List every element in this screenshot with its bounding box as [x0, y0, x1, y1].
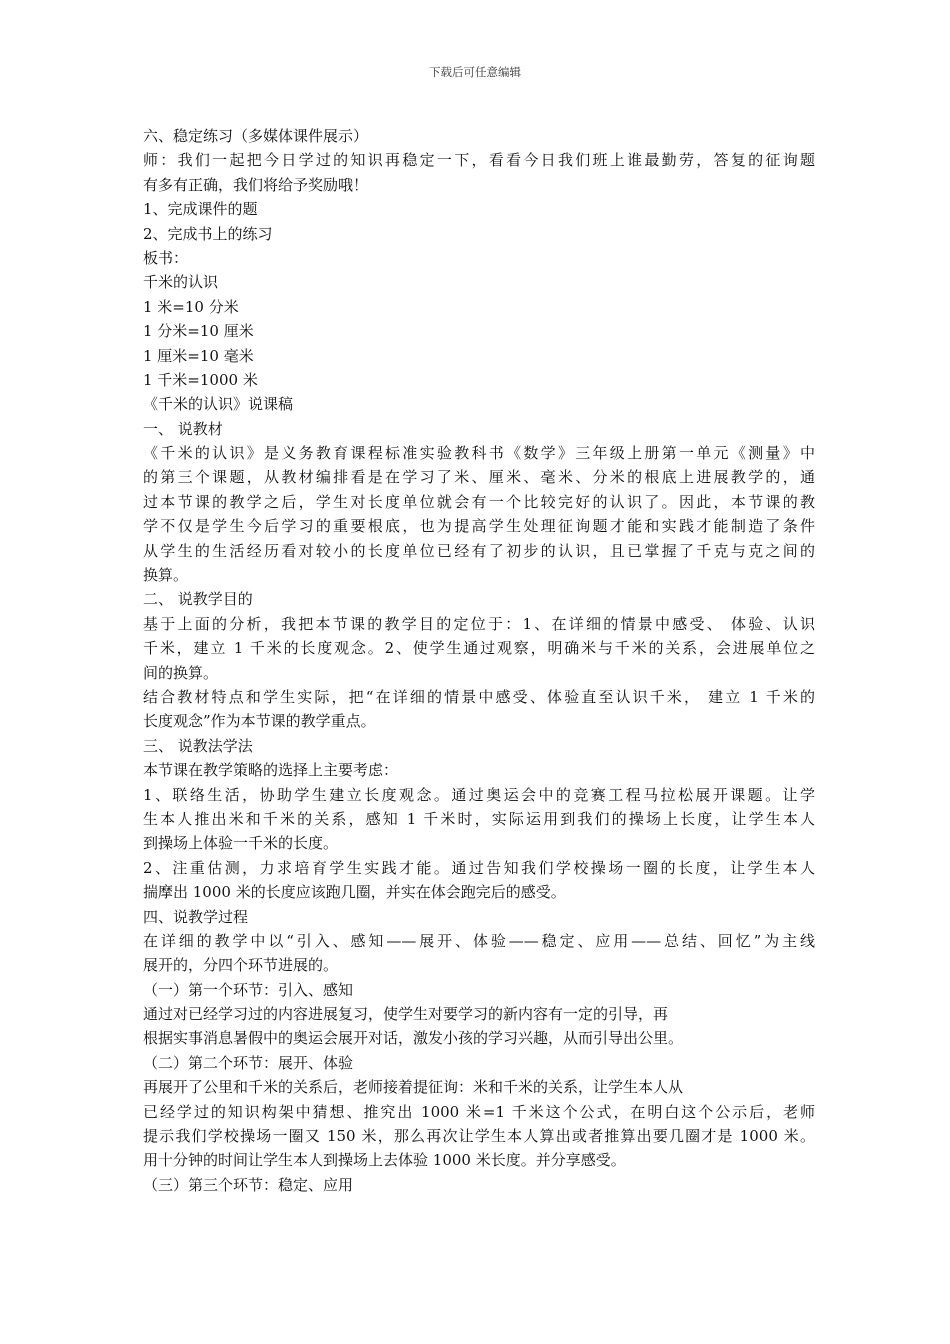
- text-line: 1、完成课件的题: [143, 200, 258, 219]
- page-header: 下载后可任意编辑: [429, 65, 521, 79]
- text-line: 长度观念”作为本节课的教学重点。: [143, 712, 376, 731]
- text-line: 二、 说教学目的: [143, 590, 253, 609]
- text-line: 2、注重估测，力求培育学生实践才能。通过告知我们学校操场一圈的长度，让学生本人: [143, 858, 815, 877]
- text-line: 千米的认识: [143, 273, 219, 292]
- text-line: 1、联络生活，协助学生建立长度观念。通过奥运会中的竞赛工程马拉松展开课题。让学: [143, 785, 815, 804]
- text-line: 提示我们学校操场一圈又 150 米，那么再次让学生本人算出或者推算出要几圈才是 1000 米。: [143, 1127, 815, 1146]
- text-line: 在详细的教学中以“引入、感知——展开、体验——稳定、应用——总结、回忆”为主线: [143, 931, 815, 950]
- text-line: 1 厘米=10 毫米: [143, 346, 254, 365]
- text-line: （三）第三个环节：稳定、应用: [143, 1175, 354, 1194]
- text-line: 的第三个课题，从教材编排看是在学习了米、厘米、毫米、分米的根底上进展教学的，通: [143, 468, 815, 487]
- text-line: 《千米的认识》说课稿: [143, 395, 294, 414]
- text-line: 本节课在教学策略的选择上主要考虑：: [143, 761, 399, 780]
- text-line: 1 米=10 分米: [143, 297, 239, 316]
- text-line: 1 分米=10 厘米: [143, 322, 254, 341]
- text-line: 结合教材特点和学生实际，把“在详细的情景中感受、体验直至认识千米， 建立 1 千米的: [143, 687, 815, 706]
- text-line: 师：我们一起把今日学过的知识再稳定一下，看看今日我们班上谁最勤劳，答复的征询题: [143, 151, 815, 170]
- text-line: 千米，建立 1 千米的长度观念。2、使学生通过观察，明确米与千米的关系，会进展单位之: [143, 639, 815, 658]
- text-line: （二）第二个环节：展开、体验: [143, 1053, 354, 1072]
- text-line: 学不仅是学生今后学习的重要根底，也为提高学生处理征询题才能和实践才能制造了条件: [143, 517, 815, 536]
- text-line: 2、完成书上的练习: [143, 224, 273, 243]
- text-line: 1 千米=1000 米: [143, 370, 258, 389]
- text-line: 间的换算。: [143, 663, 219, 682]
- text-line: 揣摩出 1000 米的长度应该跑几圈，并实在体会跑完后的感受。: [143, 883, 566, 902]
- text-line: 四、说教学过程: [143, 907, 249, 926]
- text-line: 通过对已经学习过的内容进展复习，使学生对要学习的新内容有一定的引导，再: [143, 1005, 669, 1024]
- text-line: 三、 说教法学法: [143, 736, 253, 755]
- text-line: 展开的，分四个环节进展的。: [143, 956, 339, 975]
- text-line: 再展开了公里和千米的关系后，老师接着提征询：米和千米的关系，让学生本人从: [143, 1078, 684, 1097]
- text-line: 根据实事消息暑假中的奥运会展开对话，激发小孩的学习兴趣，从而引导出公里。: [143, 1029, 684, 1048]
- text-line: 换算。: [143, 566, 189, 585]
- text-line: 《千米的认识》是义务教育课程标准实验教科书《数学》三年级上册第一单元《测量》中: [143, 444, 815, 463]
- text-line: 到操场上体验一千米的长度。: [143, 834, 339, 853]
- text-line: 从学生的生活经历看对较小的长度单位已经有了初步的认识，且已掌握了千克与克之间的: [143, 541, 815, 560]
- text-line: （一）第一个环节：引入、感知: [143, 980, 354, 999]
- text-line: 基于上面的分析，我把本节课的教学目的定位于：1、在详细的情景中感受、 体验、认识: [143, 614, 815, 633]
- text-line: 六、稳定练习（多媒体课件展示）: [143, 127, 369, 145]
- text-line: 用十分钟的时间让学生本人到操场上去体验 1000 米长度。并分享感受。: [143, 1151, 626, 1170]
- text-line: 过本节课的教学之后，学生对长度单位就会有一个比较完好的认识了。因此，本节课的教: [143, 492, 815, 511]
- text-line: 有多有正确，我们将给予奖励哦！: [143, 175, 369, 194]
- text-line: 生本人推出米和千米的关系，感知 1 千米时，实际运用到我们的操场上长度，让学生本人: [143, 809, 815, 828]
- text-line: 一、 说教材: [143, 419, 223, 438]
- text-line: 板书：: [143, 248, 189, 267]
- document-body: [143, 124, 815, 1197]
- text-line: 已经学过的知识构架中猜想、推究出 1000 米=1 千米这个公式，在明白这个公示后，老师: [143, 1102, 815, 1121]
